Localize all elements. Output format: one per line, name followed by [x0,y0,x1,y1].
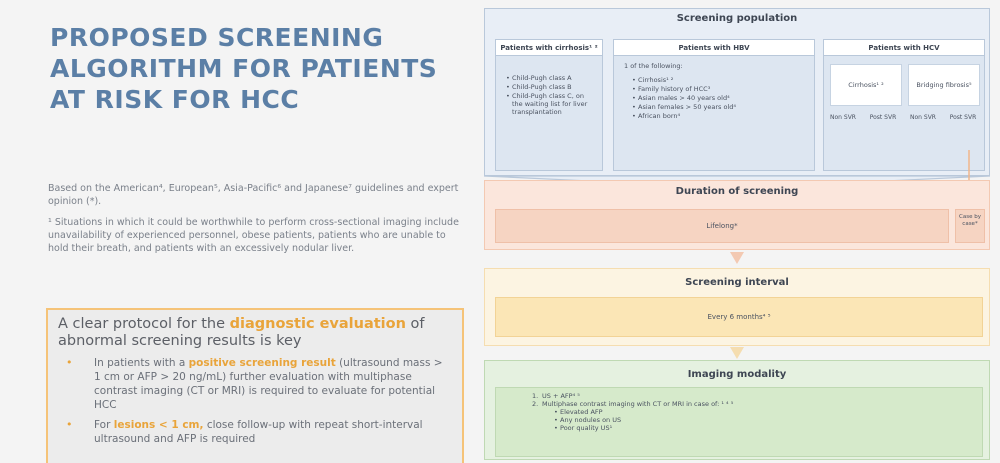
list-item: • African born⁴ [632,112,808,120]
list-item: • Elevated AFP [554,408,974,416]
bullet-icon: • [66,356,73,369]
duration-panel [484,180,990,250]
duration-lifelong-box: Lifelong* [495,209,949,243]
item-number: 2. [532,400,539,408]
protocol-heading [58,316,452,350]
list-item: • Child-Pugh class B [506,83,596,91]
imaging-title: Imaging modality [687,369,787,380]
screening-population-title: Screening population [676,13,798,24]
protocol-item-small-lesions [58,418,452,446]
list-item: • Asian females > 50 years old⁴ [632,103,808,111]
imaging-panel [484,360,990,460]
hbv-column [613,39,815,171]
item-text: Multiphase contrast imaging with CT or MRI in case of: ¹ ⁴ ⁵ [542,400,734,408]
guidelines-basis-text: Based on the American⁴, European⁵, Asia-Pacific⁶ and Japanese⁷ guidelines and expert opinion (*). [48,183,459,207]
list-item [532,392,974,400]
protocol-heading-suffix: of abnormal screening results is key [58,316,425,349]
protocol-item-prefix: In patients with a [94,357,189,369]
protocol-item-suffix: close follow-up with repeat short-interval ultrasound and AFP is required [94,419,423,445]
imaging-sublist [532,408,974,432]
interval-panel [484,268,990,346]
list-item: • Any nodules on US [554,416,974,424]
svr-label: Non SVR [830,114,856,121]
list-item: • Poor quality US¹ [554,424,974,432]
protocol-heading-highlight: diagnostic evaluation [229,316,406,332]
item-text: US + AFP⁴ ⁵ [542,392,580,400]
protocol-callout-box [46,308,464,463]
cirrhosis-column [495,39,603,171]
list-item: • Asian males > 40 years old⁴ [632,94,808,102]
list-item [532,400,974,432]
hbv-subheading: 1 of the following: [624,62,683,70]
cirrhosis-list [496,56,602,116]
hcv-cirrhosis-box: Cirrhosis¹ ² [830,64,902,106]
duration-case-box: Case by case* [955,209,985,243]
arrow-down-icon [730,252,744,264]
protocol-item-highlight: lesions < 1 cm, [113,419,204,431]
page-title: PROPOSED SCREENING ALGORITHM FOR PATIENTS AT RISK FOR HCC [50,23,438,114]
cross-sectional-footnote: ¹ Situations in which it could be worthwhile to perform cross-sectional imaging include unavailability of experienced personnel, obese patients, patients who are unable to hold their breath, and patients with an excessively nodular liver. [48,217,459,254]
arrow-down-icon [730,347,744,359]
protocol-item-prefix: For [94,419,114,431]
hcv-column-header: Patients with HCV [824,40,984,56]
cirrhosis-column-header: Patients with cirrhosis¹ ² [496,40,602,56]
interval-box: Every 6 months⁴ ⁵ [495,297,983,337]
protocol-item-highlight: positive screening result [188,357,336,369]
hbv-list [614,70,814,120]
svr-label: Non SVR [910,114,936,121]
protocol-heading-prefix: A clear protocol for the [58,316,230,332]
svr-label: Post SVR [949,114,977,121]
list-item: • Child-Pugh class A [506,74,596,82]
hcv-bridging-fibrosis-box: Bridging fibrosis⁵ [908,64,980,106]
item-number: 1. [532,392,539,400]
hbv-column-header: Patients with HBV [614,40,814,56]
list-item: • Cirrhosis¹ ² [632,76,808,84]
list-item: • Child-Pugh class C, on the waiting list for liver transplantation [506,92,596,116]
protocol-item-suffix: (ultrasound mass > 1 cm or AFP > 20 ng/mL) further evaluation with multiphase contrast imaging (CT or MRI) is required to evaluate for potential HCC [94,357,443,411]
protocol-item-positive-result [58,356,452,412]
duration-title: Duration of screening [675,186,799,197]
interval-title: Screening interval [685,277,789,288]
imaging-list [532,392,974,432]
bullet-icon: • [66,418,73,431]
list-item: • Family history of HCC³ [632,85,808,93]
screening-population-panel [484,8,990,176]
svr-label: Post SVR [869,114,897,121]
imaging-box [495,387,983,457]
